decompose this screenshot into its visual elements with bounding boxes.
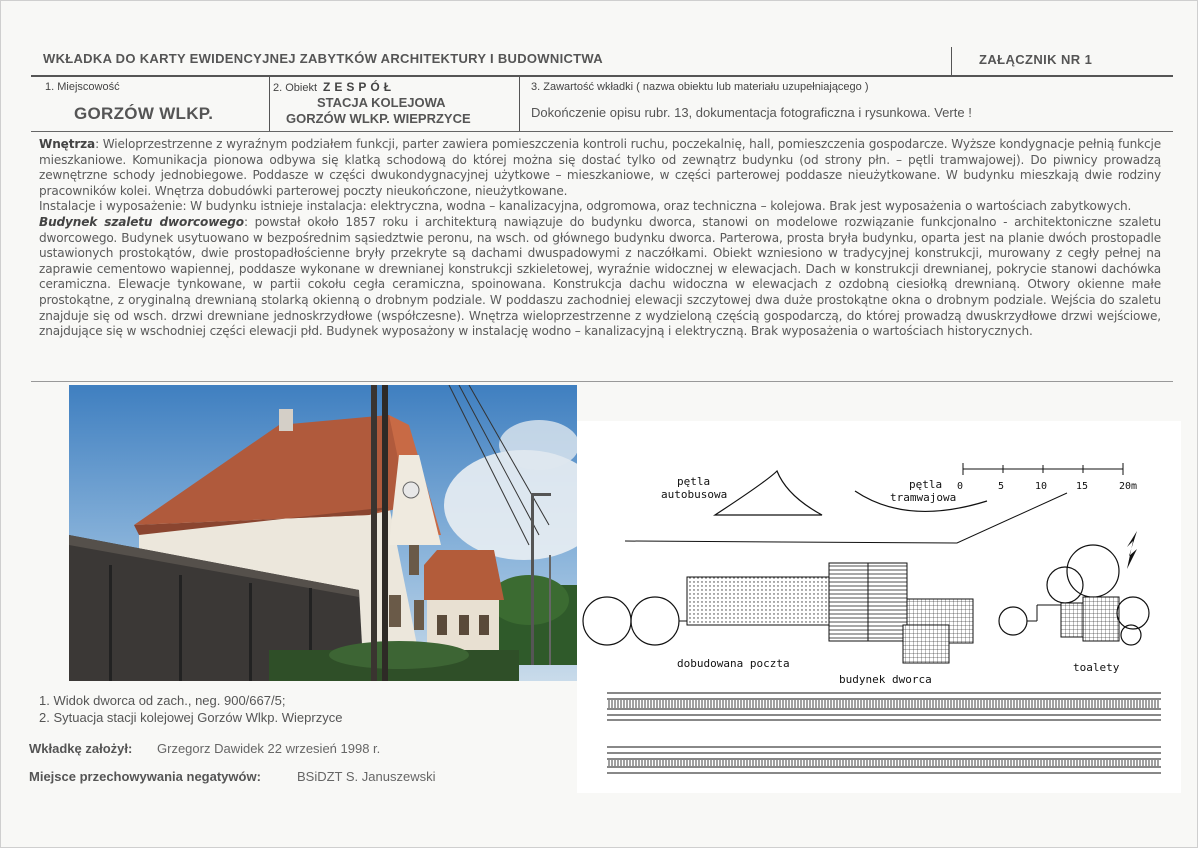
interiors-heading: Wnętrza bbox=[39, 137, 96, 151]
post-office-label: dobudowana poczta bbox=[677, 657, 790, 670]
installations-paragraph: Instalacje i wyposażenie: W budynku istnieje instalacja: elektryczna, wodna – kanalizacyjna, odgromowa, oraz techniczna – kolejowa. Brak jest wyposażenia o wartościach zabytkowych. bbox=[39, 199, 1132, 214]
object-kind: ZESPÓŁ bbox=[323, 80, 396, 94]
station-photo bbox=[69, 385, 577, 681]
tram-loop-label-2: tramwajowa bbox=[890, 491, 957, 504]
toilet-building-heading: Budynek szaletu dworcowego bbox=[39, 214, 244, 229]
object-name-line1: STACJA KOLEJOWA bbox=[317, 95, 446, 110]
toilet-building-text: : powstał około 1857 roku i architekturą nawiązuje do budynku dworca, stanowi on modelowe rozwiązanie funkcjonalno - architektoniczne szaletu dworcowego. Budynek usytuowano w bezpośrednim sąsiedztwie peronu, na wsch. od głównego budynku dworca. Parterowa, prosta bryła budynku, oparta jest na planie dwóch prostopadle ustawionych prostokątów, dwie prostopadłościenne bryły przekryte są dachami dwuspadowymi z naczółkami. Obiekt wzniesiono w tradycyjnej konstrukcji, murowany z cegły pełnej na zaprawie cementowo wapiennej, poddasze wykonane w drewnianej konstrukcji szkieletowej, wyraźnie widocznej w elewacjach. Dach w konstrukcji drewnianej, pokrycie stanowi dachówka ceramiczna. Elewacje tynkowane, w partii cokołu cegła ceramiczna, spoinowana. Konstrukcja dachu widoczna w elewacjach z ozdobną ciesiołką drewnianą. Otwory okienne małe prostokątne, z oryginalną drewnianą stolarką okienną o drobnym podziale. W poddaszu zachodniej elewacji szczytowej dwa duże prostokątne okna o drobnym podziale. Wejścia do szaletu znajduje się od wsch. drzwi drewniane jednoskrzydłowe (współczesne). Wnętrza wieloprzestrzenne z wydzieloną częścią gospodarczą, do której prowadzą dwuskrzydłowe drzwi wejściowe, znajdujące się w wschodniej części elewacji płd. Budynek wyposażony w instalację wodno – kanalizacyjną i elektryczną. Brak wyposażenia o wartościach historycznych. bbox=[39, 214, 1161, 339]
interiors-text: : Wieloprzestrzenne z wyraźnym podziałem funkcji, parter zawiera pomieszczenia kontroli ruchu, poczekalnię, hall, pomieszczenia gospodarcze. Wyższe kondygnacje pełnią funkcje mieszkaniowe. Komunikacja pionowa odbywa się klatką schodową do której można się dostać tylko od zewnątrz budynku (od strony płn. – pętli tramwajowej). Do piwnicy prowadzą zewnętrzne schody jednobiegowe. Poddasze w części dwukondygnacyjnej użytkowe – mieszkaniowe, w części parterowej poddasze nieużytkowane. W budynku mieszkają dwie rodziny pracowników kolei. Wnętrza dobudówki parterowej poczty nieukończone, nieużytkowane. bbox=[39, 137, 1161, 198]
site-plan-drawing bbox=[577, 421, 1181, 793]
interiors-paragraph bbox=[39, 137, 1161, 199]
tram-loop-label-1: pętla bbox=[909, 478, 943, 491]
station-building-label: budynek dworca bbox=[839, 673, 932, 686]
place-value: GORZÓW WLKP. bbox=[74, 104, 214, 123]
scale-20m: 20m bbox=[1119, 481, 1138, 492]
author-value: Grzegorz Dawidek 22 wrzesień 1998 r. bbox=[157, 741, 381, 756]
description-text bbox=[39, 137, 1161, 340]
contents-value: Dokończenie opisu rubr. 13, dokumentacja fotograficzna i rysunkowa. Verte ! bbox=[531, 105, 972, 120]
toilets-label: toalety bbox=[1073, 661, 1120, 674]
bus-loop-label-2: autobusowa bbox=[661, 488, 728, 501]
annex-number: ZAŁĄCZNIK NR 1 bbox=[979, 52, 1093, 67]
header-rule bbox=[31, 75, 1173, 77]
scale-0: 0 bbox=[957, 481, 964, 492]
sheet-title: WKŁADKA DO KARTY EWIDENCYJNEJ ZABYTKÓW ARCHITEKTURY I BUDOWNICTWA bbox=[43, 51, 603, 66]
field-divider-2 bbox=[519, 77, 520, 131]
scale-5: 5 bbox=[998, 481, 1005, 492]
toilet-building-paragraph bbox=[39, 215, 1161, 340]
bus-loop-label-1: pętla bbox=[677, 475, 711, 488]
fields-rule bbox=[31, 131, 1173, 132]
contents-label: 3. Zawartość wkładki ( nazwa obiektu lub materiału uzupełniającego ) bbox=[531, 81, 869, 93]
station-photo-drawing bbox=[69, 385, 577, 681]
text-rule bbox=[31, 381, 1173, 382]
field-divider-1 bbox=[269, 77, 270, 131]
caption-plan: 2. Sytuacja stacji kolejowej Gorzów Wlkp. Wieprzyce bbox=[39, 710, 343, 725]
object-name-line2: GORZÓW WLKP. WIEPRZYCE bbox=[286, 111, 471, 126]
site-plan bbox=[577, 421, 1181, 793]
object-label: 2. Obiekt bbox=[273, 82, 318, 94]
place-label: 1. Miejscowość bbox=[45, 81, 120, 93]
storage-label: Miejsce przechowywania negatywów: bbox=[29, 769, 261, 784]
scale-15: 15 bbox=[1076, 481, 1089, 492]
storage-value: BSiDZT S. Januszewski bbox=[297, 769, 436, 784]
author-label: Wkładkę założył: bbox=[29, 741, 133, 756]
header-divider bbox=[951, 47, 952, 75]
north-arrow-icon bbox=[1127, 531, 1137, 569]
object-label-row bbox=[273, 80, 395, 94]
scale-10: 10 bbox=[1035, 481, 1048, 492]
caption-photo: 1. Widok dworca od zach., neg. 900/667/5; bbox=[39, 693, 286, 708]
